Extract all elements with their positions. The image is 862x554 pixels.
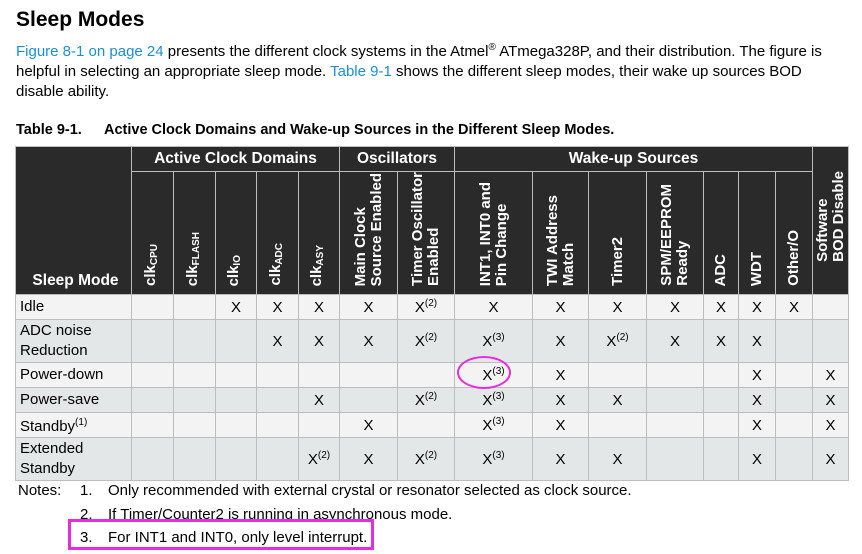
table-cell [776,320,813,363]
table-cell: $X^{(2)}$ [398,320,455,363]
sleep-mode-header: Sleep Mode [16,147,132,295]
clk-adc-header: clk$_{ADC}$ [257,172,299,295]
sleep-mode-cell: Idle [16,295,132,320]
table-cell: X [813,363,849,388]
table-cell: X [589,388,647,413]
table-cell: X [299,320,340,363]
table-cell: X [257,320,299,363]
table-cell [132,438,174,481]
column-header-row [16,172,849,295]
highlight-box [68,519,374,550]
table-cell: $X^{(2)}$ [398,438,455,481]
table-cell: X [589,438,647,481]
table-cell [174,413,216,438]
sleep-mode-cell: Power-save [16,388,132,413]
table-row [16,438,849,481]
table-cell: X [299,295,340,320]
section-heading: Sleep Modes [16,8,145,31]
table-cell [174,320,216,363]
table-cell: X [340,320,398,363]
table-cell [704,388,739,413]
table-cell [398,413,455,438]
table-cell [776,438,813,481]
table-cell [257,438,299,481]
table-cell [174,388,216,413]
table-cell: X [340,413,398,438]
sleep-mode-cell: Power-down [16,363,132,388]
table-cell: X [340,295,398,320]
table-cell [174,438,216,481]
adc-header: ADC [704,172,739,295]
table-cell: $X^{(2)}$ [589,320,647,363]
bod-header: Software BOD Disable [813,147,849,295]
table-cell [776,388,813,413]
table-cell: X [647,295,704,320]
table-cell: X [533,363,589,388]
table-cell [257,363,299,388]
table-cell [647,413,704,438]
other-header: Other/O [776,172,813,295]
table-cell: X [533,295,589,320]
table-cell: X [776,295,813,320]
table-cell [589,413,647,438]
table-cell: X [533,320,589,363]
registered-mark: ® [488,42,496,53]
table-cell: X [704,320,739,363]
table-cell [589,363,647,388]
table-cell: X [739,363,776,388]
table-cell: $X^{(3)}$ [455,413,533,438]
table-cell [704,363,739,388]
table-cell: X [739,295,776,320]
wakeup-sources-header: Wake-up Sources [455,147,813,172]
table-row [16,413,849,438]
table-cell [216,363,257,388]
clock-domains-header: Active Clock Domains [132,147,340,172]
caption-number: Table 9-1. [16,122,82,138]
table-cell: X [739,388,776,413]
table-cell: $X^{(3)}$ [455,320,533,363]
table-cell: X [455,295,533,320]
figure-link[interactable]: Figure 8-1 on page 24 [16,43,164,60]
table-cell: $X^{(2)}$ [398,295,455,320]
table-cell [132,413,174,438]
table-cell [299,413,340,438]
table-cell [132,363,174,388]
intro-text-2: ATmega328P, and their distribution. The figure is helpful in selecting an appropriate sleep mode. [16,43,822,80]
table-cell: X [704,295,739,320]
table-cell: X [739,438,776,481]
sleep-mode-cell: Standby$^{(1)}$ [16,413,132,438]
table-cell [132,320,174,363]
main-clock-header: Main Clock Source Enabled [340,172,398,295]
table-caption [16,122,614,138]
table-cell: X [739,320,776,363]
table-cell [174,295,216,320]
clk-cpu-header: clk$_{CPU}$ [132,172,174,295]
table-cell [216,388,257,413]
clk-asy-header: clk$_{ASY}$ [299,172,340,295]
table-cell [704,413,739,438]
timer-osc-header: Timer Oscillator Enabled [398,172,455,295]
int-header: INT1, INT0 and Pin Change [455,172,533,295]
table-cell [813,295,849,320]
clk-flash-header: clk$_{FLASH}$ [174,172,216,295]
group-header-row [16,147,849,172]
timer2-header: Timer2 [589,172,647,295]
table-cell: $X^{(3)}$ [455,388,533,413]
table-cell [647,363,704,388]
table-cell: X [216,295,257,320]
table-cell [340,363,398,388]
notes-label: Notes: [18,482,62,499]
table-row [16,388,849,413]
sleep-modes-table [15,146,849,481]
table-cell: X [813,413,849,438]
wdt-header: WDT [739,172,776,295]
table-cell: X [533,413,589,438]
table-cell: X [589,295,647,320]
table-cell [132,388,174,413]
table-cell [132,295,174,320]
table-cell [398,363,455,388]
intro-text-1: presents the different clock systems in the Atmel [163,43,489,60]
twi-header: TWI Address Match [533,172,589,295]
table-cell [257,388,299,413]
table-cell: X [647,320,704,363]
table-cell [813,320,849,363]
table-cell: X [299,388,340,413]
table-cell [257,413,299,438]
intro-paragraph [16,42,846,102]
caption-title: Active Clock Domains and Wake-up Sources in the Different Sleep Modes. [104,122,615,138]
table-cell: X [813,388,849,413]
table-cell [216,413,257,438]
table-cell [216,320,257,363]
table-cell: $X^{(3)}$ [455,438,533,481]
table-cell: $X^{(3)}$ [455,363,533,388]
table-cell: X [533,438,589,481]
table-cell [216,438,257,481]
table-row [16,320,849,363]
table-cell: $X^{(2)}$ [398,388,455,413]
table-cell: X [739,413,776,438]
table-cell: X [257,295,299,320]
table-cell [776,363,813,388]
table-row [16,363,849,388]
table-cell [299,363,340,388]
table-cell [776,413,813,438]
sleep-mode-cell: ADC noise Reduction [16,320,132,363]
oscillators-header: Oscillators [340,147,455,172]
table-cell: $X^{(2)}$ [299,438,340,481]
table-cell [647,438,704,481]
clk-io-header: clk$_{IO}$ [216,172,257,295]
table-cell [704,438,739,481]
table-cell [340,388,398,413]
table-row [16,295,849,320]
table-cell: X [813,438,849,481]
spm-header: SPM/EEPROM Ready [647,172,704,295]
table-link[interactable]: Table 9-1 [330,63,392,80]
intro-text-3: shows the different sleep modes, their wake up sources BOD disable ability. [16,63,802,100]
table-cell: X [340,438,398,481]
table-cell [647,388,704,413]
sleep-mode-cell: Extended Standby [16,438,132,481]
table-cell: X [533,388,589,413]
table-cell [174,363,216,388]
